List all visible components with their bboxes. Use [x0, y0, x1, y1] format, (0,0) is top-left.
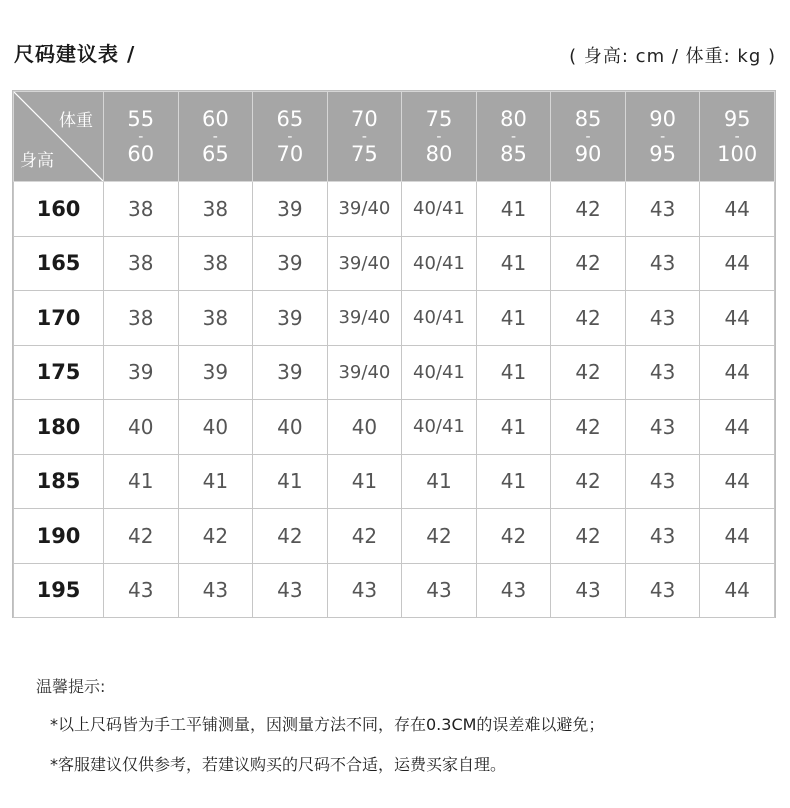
size-cell: 43 — [551, 563, 626, 618]
weight-to: 70 — [276, 141, 304, 166]
units-note: ( 身高: cm / 体重: kg ) — [569, 46, 776, 67]
weight-to: 85 — [500, 141, 527, 166]
size-cell: 38 — [178, 182, 253, 237]
size-cell: 39/40 — [327, 345, 402, 400]
weight-from: 80 — [500, 106, 527, 131]
size-cell: 42 — [551, 291, 626, 346]
weight-from: 95 — [723, 106, 751, 131]
size-cell: 40/41 — [402, 236, 477, 291]
corner-height-label: 身高 — [20, 151, 54, 171]
table-row — [14, 291, 775, 346]
range-separator: - — [361, 128, 367, 145]
weight-to: 95 — [649, 141, 676, 166]
size-cell: 42 — [551, 345, 626, 400]
size-cell: 42 — [327, 509, 402, 564]
size-cell: 41 — [104, 454, 179, 509]
corner-cell — [14, 92, 104, 182]
range-separator: - — [138, 128, 144, 145]
size-cell: 39 — [253, 345, 328, 400]
size-cell: 44 — [700, 236, 775, 291]
size-cell: 43 — [402, 563, 477, 618]
size-cell: 43 — [625, 291, 700, 346]
size-cell: 43 — [104, 563, 179, 618]
weight-range-header — [476, 92, 551, 182]
table-row — [14, 345, 775, 400]
size-cell: 40/41 — [402, 182, 477, 237]
height-row-header: 185 — [14, 454, 104, 509]
size-cell: 41 — [476, 400, 551, 455]
weight-from: 55 — [127, 106, 155, 131]
size-cell: 38 — [104, 236, 179, 291]
size-cell: 44 — [700, 400, 775, 455]
page-title: 尺码建议表 / — [14, 42, 136, 66]
size-cell: 42 — [253, 509, 328, 564]
size-cell: 38 — [104, 291, 179, 346]
weight-range-header — [625, 92, 700, 182]
size-cell: 40/41 — [402, 400, 477, 455]
height-row-header: 190 — [14, 509, 104, 564]
weight-range-header — [253, 92, 328, 182]
size-cell: 42 — [551, 236, 626, 291]
size-cell: 44 — [700, 563, 775, 618]
range-separator: - — [660, 128, 666, 145]
size-cell: 41 — [178, 454, 253, 509]
corner-weight-label: 体重 — [59, 111, 93, 131]
size-cell: 39 — [253, 182, 328, 237]
size-cell: 42 — [402, 509, 477, 564]
table-row — [14, 454, 775, 509]
height-row-header: 160 — [14, 182, 104, 237]
size-cell: 41 — [402, 454, 477, 509]
size-cell: 42 — [476, 509, 551, 564]
range-separator: - — [287, 128, 293, 145]
size-cell: 44 — [700, 454, 775, 509]
size-cell: 42 — [551, 509, 626, 564]
tip-item: *以上尺码皆为手工平铺测量，因测量方法不同，存在0.3CM的误差难以避免； — [50, 715, 605, 734]
size-cell: 44 — [700, 182, 775, 237]
weight-to: 100 — [717, 141, 758, 166]
range-separator: - — [510, 128, 517, 145]
height-row-header: 170 — [14, 291, 104, 346]
weight-to: 90 — [574, 141, 602, 166]
size-cell: 39/40 — [327, 291, 402, 346]
table-row — [14, 236, 775, 291]
weight-from: 60 — [201, 106, 229, 131]
size-cell: 39 — [178, 345, 253, 400]
size-cell: 40 — [178, 400, 253, 455]
size-cell: 41 — [327, 454, 402, 509]
size-cell: 43 — [625, 236, 700, 291]
table-row — [14, 182, 775, 237]
size-cell: 43 — [625, 563, 700, 618]
range-separator: - — [585, 128, 591, 145]
table-header-row — [14, 92, 775, 182]
tip-item: *客服建议仅供参考，若建议购买的尺码不合适，运费买家自理。 — [50, 755, 507, 774]
weight-from: 90 — [649, 106, 676, 131]
size-cell: 42 — [551, 182, 626, 237]
table-row — [14, 400, 775, 455]
height-row-header: 180 — [14, 400, 104, 455]
height-row-header: 195 — [14, 563, 104, 618]
size-cell: 40 — [104, 400, 179, 455]
size-cell: 43 — [625, 345, 700, 400]
size-cell: 42 — [551, 400, 626, 455]
size-cell: 43 — [178, 563, 253, 618]
size-cell: 39 — [253, 236, 328, 291]
size-cell: 42 — [178, 509, 253, 564]
size-cell: 41 — [476, 454, 551, 509]
height-row-header: 175 — [14, 345, 104, 400]
size-cell: 44 — [700, 345, 775, 400]
tips-title: 温馨提示: — [36, 677, 106, 696]
size-cell: 41 — [476, 291, 551, 346]
size-cell: 42 — [104, 509, 179, 564]
weight-to: 75 — [351, 141, 378, 166]
size-cell: 40 — [327, 400, 402, 455]
range-separator: - — [212, 128, 218, 145]
table-row — [14, 509, 775, 564]
weight-from: 65 — [276, 106, 304, 131]
size-cell: 43 — [625, 509, 700, 564]
weight-range-header — [700, 92, 775, 182]
size-cell: 39/40 — [327, 182, 402, 237]
weight-range-header — [551, 92, 626, 182]
weight-to: 80 — [425, 141, 453, 166]
size-cell: 43 — [327, 563, 402, 618]
size-cell: 43 — [253, 563, 328, 618]
weight-from: 75 — [425, 106, 453, 131]
weight-to: 65 — [201, 141, 229, 166]
weight-from: 85 — [574, 106, 602, 131]
size-cell: 40/41 — [402, 291, 477, 346]
height-row-header: 165 — [14, 236, 104, 291]
size-cell: 39/40 — [327, 236, 402, 291]
size-cell: 39 — [253, 291, 328, 346]
size-cell: 40/41 — [402, 345, 477, 400]
table-row — [14, 563, 775, 618]
size-cell: 41 — [253, 454, 328, 509]
size-chart-table — [12, 90, 776, 618]
weight-to: 60 — [127, 141, 155, 166]
size-cell: 43 — [625, 400, 700, 455]
size-cell: 38 — [104, 182, 179, 237]
range-separator: - — [734, 128, 740, 145]
size-cell: 43 — [625, 454, 700, 509]
size-cell: 38 — [178, 291, 253, 346]
weight-range-header — [104, 92, 179, 182]
size-cell: 42 — [551, 454, 626, 509]
size-cell: 40 — [253, 400, 328, 455]
weight-range-header — [327, 92, 402, 182]
size-cell: 41 — [476, 236, 551, 291]
weight-from: 70 — [351, 106, 378, 131]
size-cell: 43 — [476, 563, 551, 618]
size-cell: 44 — [700, 509, 775, 564]
size-cell: 41 — [476, 182, 551, 237]
size-cell: 43 — [625, 182, 700, 237]
weight-range-header — [178, 92, 253, 182]
size-cell: 44 — [700, 291, 775, 346]
weight-range-header — [402, 92, 477, 182]
size-cell: 41 — [476, 345, 551, 400]
size-cell: 39 — [104, 345, 179, 400]
size-cell: 38 — [178, 236, 253, 291]
range-separator: - — [436, 128, 442, 145]
